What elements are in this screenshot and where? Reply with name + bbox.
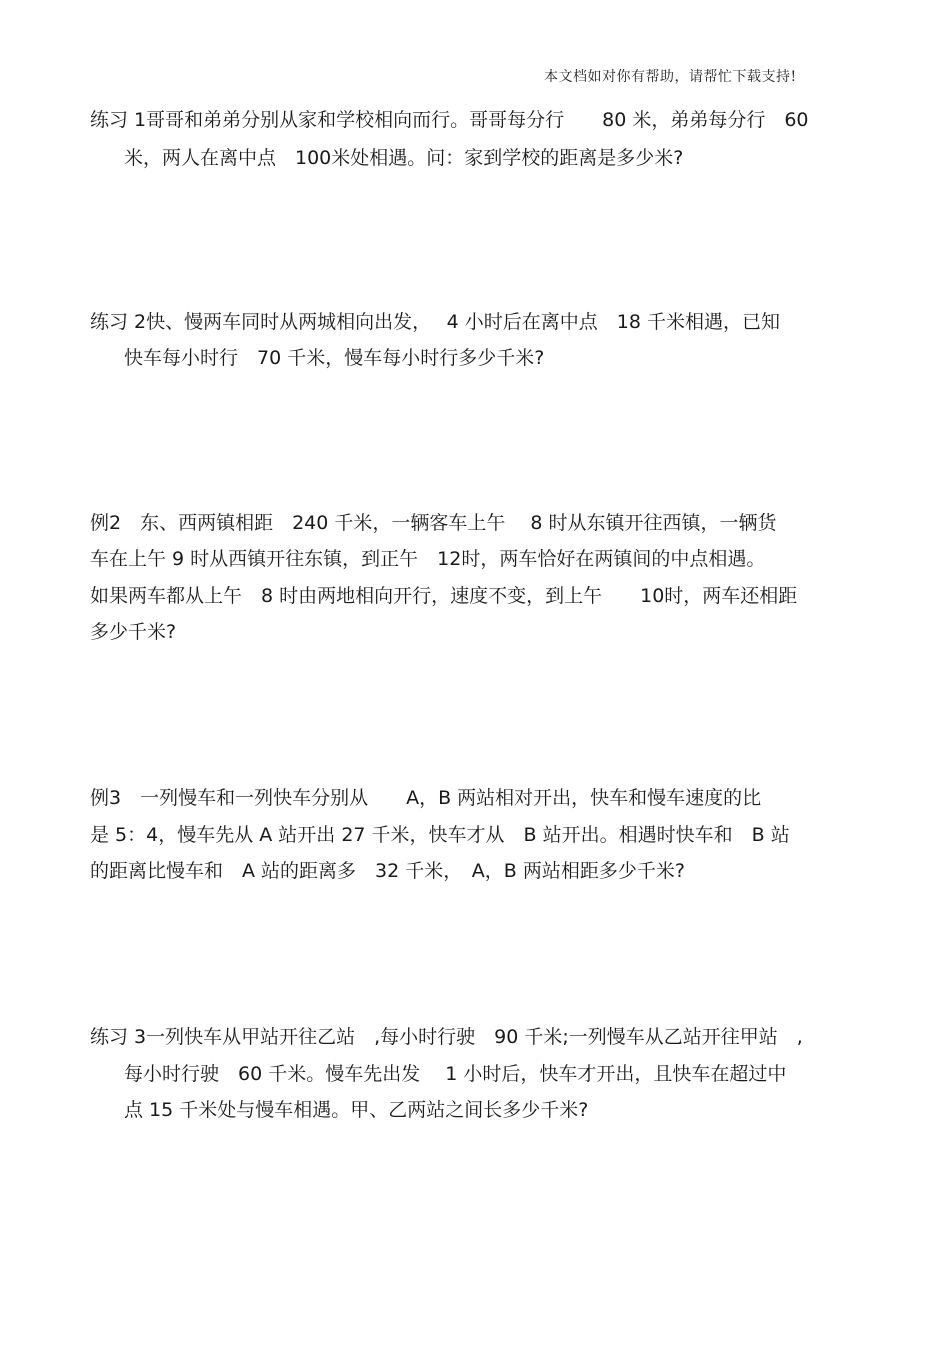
- problem-line: 每小时行驶 60 千米。慢车先出发 1 小时后，快车才开出，且快车在超过中: [124, 1063, 787, 1085]
- problem-line: 的距离比慢车和 A 站的距离多 32 千米， A，B 两站相距多少千米?: [90, 860, 685, 882]
- problem-line: 例2 东、西两镇相距 240 千米，一辆客车上午 8 时从东镇开往西镇，一辆货: [90, 512, 777, 534]
- problem-line: 练习 2快、慢两车同时从两城相向出发， 4 小时后在离中点 18 千米相遇，已知: [90, 311, 781, 333]
- problem-line: 是 5：4，慢车先从 A 站开出 27 千米，快车才从 B 站开出。相遇时快车和 B 站: [90, 824, 790, 846]
- problem-line: 快车每小时行 70 千米，慢车每小时行多少千米?: [124, 347, 545, 369]
- problem-line: 车在上午 9 时从西镇开往东镇，到正午 12时，两车恰好在两镇间的中点相遇。: [90, 548, 766, 570]
- problem-line: 点 15 千米处与慢车相遇。甲、乙两站之间长多少千米?: [124, 1099, 589, 1121]
- problem-line: 米，两人在离中点 100米处相遇。问：家到学校的距离是多少米?: [124, 147, 684, 169]
- problem-line: 多少千米?: [90, 621, 177, 643]
- problem-line: 练习 3一列快车从甲站开往乙站 ,每小时行驶 90 千米;一列慢车从乙站开往甲站 ,: [90, 1026, 803, 1048]
- problem-line: 练习 1哥哥和弟弟分别从家和学校相向而行。哥哥每分行 80 米，弟弟每分行 60: [90, 109, 809, 131]
- problem-line: 例3 一列慢车和一列快车分别从 A，B 两站相对开出，快车和慢车速度的比: [90, 787, 762, 809]
- header-note: 本文档如对你有帮助，请帮忙下载支持!: [544, 69, 797, 85]
- problem-line: 如果两车都从上午 8 时由两地相向开行，速度不变，到上午 10时，两车还相距: [90, 585, 798, 607]
